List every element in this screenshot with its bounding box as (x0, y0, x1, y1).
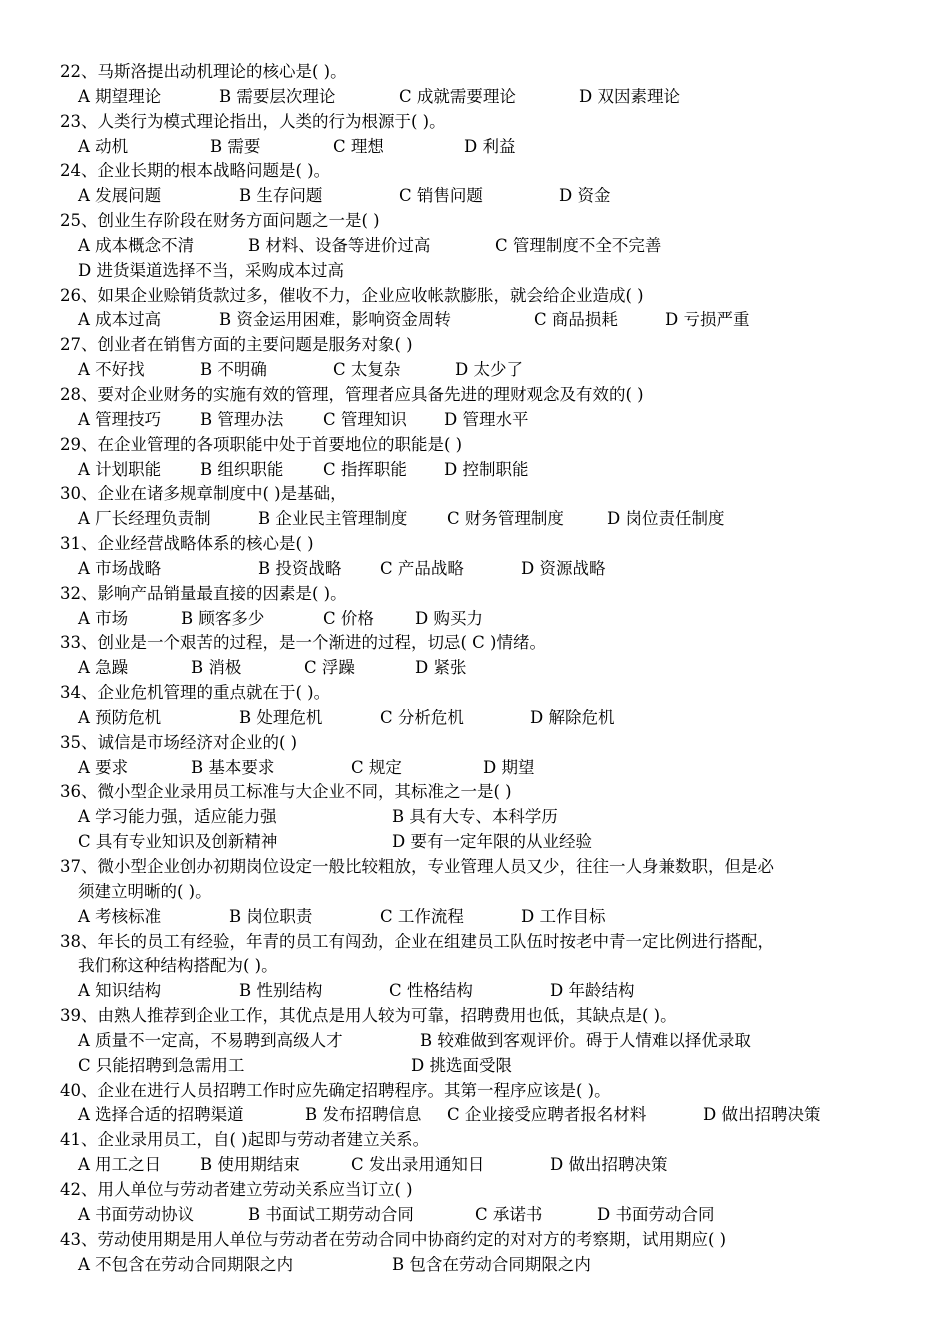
question-43: 43、劳动使用期是用人单位与劳动者在劳动合同中协商约定的对对方的考察期，试用期应( ) (60, 1229, 727, 1249)
option-d: D 资源战略 (521, 558, 606, 578)
options-row (0, 805, 950, 830)
question-28: 28、要对企业财务的实施有效的管理，管理者应具备先进的理财观念及有效的( ) (60, 384, 644, 404)
option-d: D 工作目标 (521, 906, 606, 926)
question-36: 36、微小型企业录用员工标准与大企业不同，其标准之一是( ) (60, 782, 512, 802)
option-b: B 顾客多少 (181, 608, 265, 628)
option-d: D 年龄结构 (550, 981, 635, 1001)
option-d: D 做出招聘决策 (550, 1155, 668, 1175)
option-a: A 预防危机 (78, 707, 162, 727)
option-b: B 组织职能 (200, 459, 284, 479)
option-a: A 市场 (78, 608, 129, 628)
option-b: B 需要层次理论 (219, 86, 336, 106)
option-a: A 用工之日 (78, 1155, 162, 1175)
exam-page (0, 60, 950, 1277)
options-row (0, 1253, 950, 1278)
options-row (0, 1203, 950, 1228)
option-c: C 价格 (323, 608, 374, 628)
question-40: 40、企业在进行人员招聘工作时应先确定招聘程序。其第一程序应该是( )。 (60, 1080, 611, 1100)
options-row (0, 756, 950, 781)
option-d: D 控制职能 (444, 459, 529, 479)
option-a: A 成本概念不清 (78, 235, 195, 255)
option-d: D 太少了 (455, 360, 523, 380)
option-a: A 质量不一定高，不易聘到高级人才 (78, 1030, 343, 1050)
option-b: B 基本要求 (191, 757, 275, 777)
option-d: D 利益 (464, 136, 516, 156)
options-row (0, 259, 950, 284)
option-d: D 解除危机 (530, 707, 615, 727)
option-a: A 知识结构 (78, 981, 162, 1001)
option-d: D 书面劳动合同 (597, 1204, 715, 1224)
question-35: 35、诚信是市场经济对企业的( ) (60, 732, 298, 752)
option-b: B 生存问题 (239, 186, 323, 206)
question-26: 26、如果企业赊销货款过多，催收不力，企业应收帐款膨胀，就会给企业造成( ) (60, 285, 644, 305)
option-d: D 管理水平 (444, 409, 529, 429)
options-row (0, 979, 950, 1004)
question-29: 29、在企业管理的各项职能中处于首要地位的职能是( ) (60, 434, 463, 454)
option-c: C 销售问题 (399, 186, 483, 206)
options-row (0, 905, 950, 930)
question-22: 22、马斯洛提出动机理论的核心是( )。 (60, 62, 347, 81)
option-b: B 包含在劳动合同期限之内 (392, 1254, 591, 1274)
question-33: 33、创业是一个艰苦的过程，是一个渐进的过程，切忌( C )情绪。 (60, 633, 546, 653)
question-32: 32、影响产品销量最直接的因素是( )。 (60, 583, 347, 603)
options-row (0, 234, 950, 259)
options-row (0, 1054, 950, 1079)
option-c: C 具有专业知识及创新精神 (78, 832, 278, 852)
option-a: A 厂长经理负责制 (78, 509, 211, 529)
question-41: 41、企业录用员工，自( )起即与劳动者建立关系。 (60, 1130, 430, 1150)
option-b: B 较难做到客观评价。碍于人情难以择优录取 (420, 1030, 751, 1050)
option-a: A 成本过高 (78, 310, 162, 330)
question-25: 25、创业生存阶段在财务方面问题之一是( ) (60, 211, 380, 231)
option-b: B 资金运用困难，影响资金周转 (219, 310, 451, 330)
option-c: C 发出录用通知日 (351, 1155, 485, 1175)
option-c: C 性格结构 (389, 981, 473, 1001)
options-row (0, 85, 950, 110)
option-a: A 书面劳动协议 (78, 1204, 195, 1224)
option-d: D 进货渠道选择不当，采购成本过高 (78, 260, 344, 280)
option-d: D 岗位责任制度 (607, 509, 725, 529)
option-a: A 学习能力强，适应能力强 (78, 807, 277, 827)
option-c: C 工作流程 (380, 906, 464, 926)
option-b: B 发布招聘信息 (305, 1105, 422, 1125)
option-d: D 挑选面受限 (411, 1055, 512, 1075)
options-row (0, 830, 950, 855)
option-b: B 岗位职责 (229, 906, 313, 926)
options-row (0, 1153, 950, 1178)
option-c: C 太复杂 (333, 360, 401, 380)
option-c: C 承诺书 (475, 1204, 543, 1224)
options-row (0, 1029, 950, 1054)
options-row (0, 1103, 950, 1128)
option-a: A 选择合适的招聘渠道 (78, 1105, 244, 1125)
option-a: A 急躁 (78, 658, 129, 678)
options-row (0, 706, 950, 731)
option-b: B 性别结构 (239, 981, 323, 1001)
option-d: D 购买力 (415, 608, 483, 628)
option-b: B 处理危机 (239, 707, 323, 727)
option-a: A 发展问题 (78, 186, 162, 206)
question-37: 37、微小型企业创办初期岗位设定一般比较粗放，专业管理人员又少，往往一人身兼数职，但是必 (60, 857, 774, 876)
option-c: C 只能招聘到急需用工 (78, 1055, 245, 1075)
question-23: 23、人类行为模式理论指出，人类的行为根源于( )。 (60, 111, 446, 131)
options-row (0, 557, 950, 582)
question-34: 34、企业危机管理的重点就在于( )。 (60, 683, 331, 703)
option-d: D 要有一定年限的从业经验 (392, 832, 592, 852)
option-a: A 期望理论 (78, 86, 162, 106)
option-c: C 商品损耗 (534, 310, 618, 330)
option-a: A 市场战略 (78, 558, 162, 578)
question-27: 27、创业者在销售方面的主要问题是服务对象( ) (60, 335, 413, 355)
option-c: C 管理制度不全不完善 (495, 235, 662, 255)
option-a: A 不好找 (78, 360, 145, 380)
options-row (0, 607, 950, 632)
option-c: C 指挥职能 (323, 459, 407, 479)
option-c: C 浮躁 (304, 658, 355, 678)
option-b: B 具有大专、本科学历 (392, 807, 558, 827)
option-d: D 紧张 (415, 658, 467, 678)
option-c: C 规定 (351, 757, 402, 777)
option-c: C 产品战略 (380, 558, 464, 578)
option-c: C 管理知识 (323, 409, 407, 429)
option-b: B 企业民主管理制度 (258, 509, 408, 529)
option-c: C 分析危机 (380, 707, 464, 727)
option-d: D 做出招聘决策 (703, 1105, 821, 1125)
options-row (0, 507, 950, 532)
options-row (0, 458, 950, 483)
question-38-continued: 我们称这种结构搭配为( )。 (78, 956, 278, 976)
options-row (0, 358, 950, 383)
question-37-continued: 须建立明晰的( )。 (78, 881, 212, 901)
option-b: B 材料、设备等进价过高 (248, 235, 431, 255)
option-b: B 投资战略 (258, 558, 342, 578)
question-30: 30、企业在诸多规章制度中( )是基础， (60, 484, 347, 504)
option-a: A 考核标准 (78, 906, 162, 926)
option-d: D 资金 (559, 186, 611, 206)
option-b: B 管理办法 (200, 409, 284, 429)
option-d: D 亏损严重 (665, 310, 750, 330)
option-b: B 不明确 (200, 360, 267, 380)
option-a: A 动机 (78, 136, 129, 156)
options-row (0, 656, 950, 681)
option-b: B 使用期结束 (200, 1155, 300, 1175)
option-a: A 要求 (78, 757, 129, 777)
options-row (0, 135, 950, 160)
option-b: B 需要 (210, 136, 261, 156)
question-38: 38、年长的员工有经验，年青的员工有闯劲，企业在组建员工队伍时按老中青一定比例进行搭配， (60, 931, 774, 951)
option-c: C 企业接受应聘者报名材料 (447, 1105, 647, 1125)
option-a: A 管理技巧 (78, 409, 162, 429)
option-b: B 消极 (191, 658, 242, 678)
option-a: A 不包含在劳动合同期限之内 (78, 1254, 294, 1274)
options-row (0, 184, 950, 209)
option-c: C 成就需要理论 (399, 86, 516, 106)
options-row (0, 308, 950, 333)
options-row (0, 408, 950, 433)
option-a: A 计划职能 (78, 459, 162, 479)
option-c: C 财务管理制度 (447, 509, 564, 529)
option-d: D 双因素理论 (579, 86, 680, 106)
option-b: B 书面试工期劳动合同 (248, 1204, 414, 1224)
question-24: 24、企业长期的根本战略问题是( )。 (60, 161, 331, 181)
option-d: D 期望 (483, 757, 535, 777)
question-42: 42、用人单位与劳动者建立劳动关系应当订立( ) (60, 1179, 413, 1199)
option-c: C 理想 (333, 136, 384, 156)
question-39: 39、由熟人推荐到企业工作，其优点是用人较为可靠，招聘费用也低，其缺点是( )。 (60, 1006, 677, 1026)
question-31: 31、企业经营战略体系的核心是( ) (60, 534, 314, 554)
